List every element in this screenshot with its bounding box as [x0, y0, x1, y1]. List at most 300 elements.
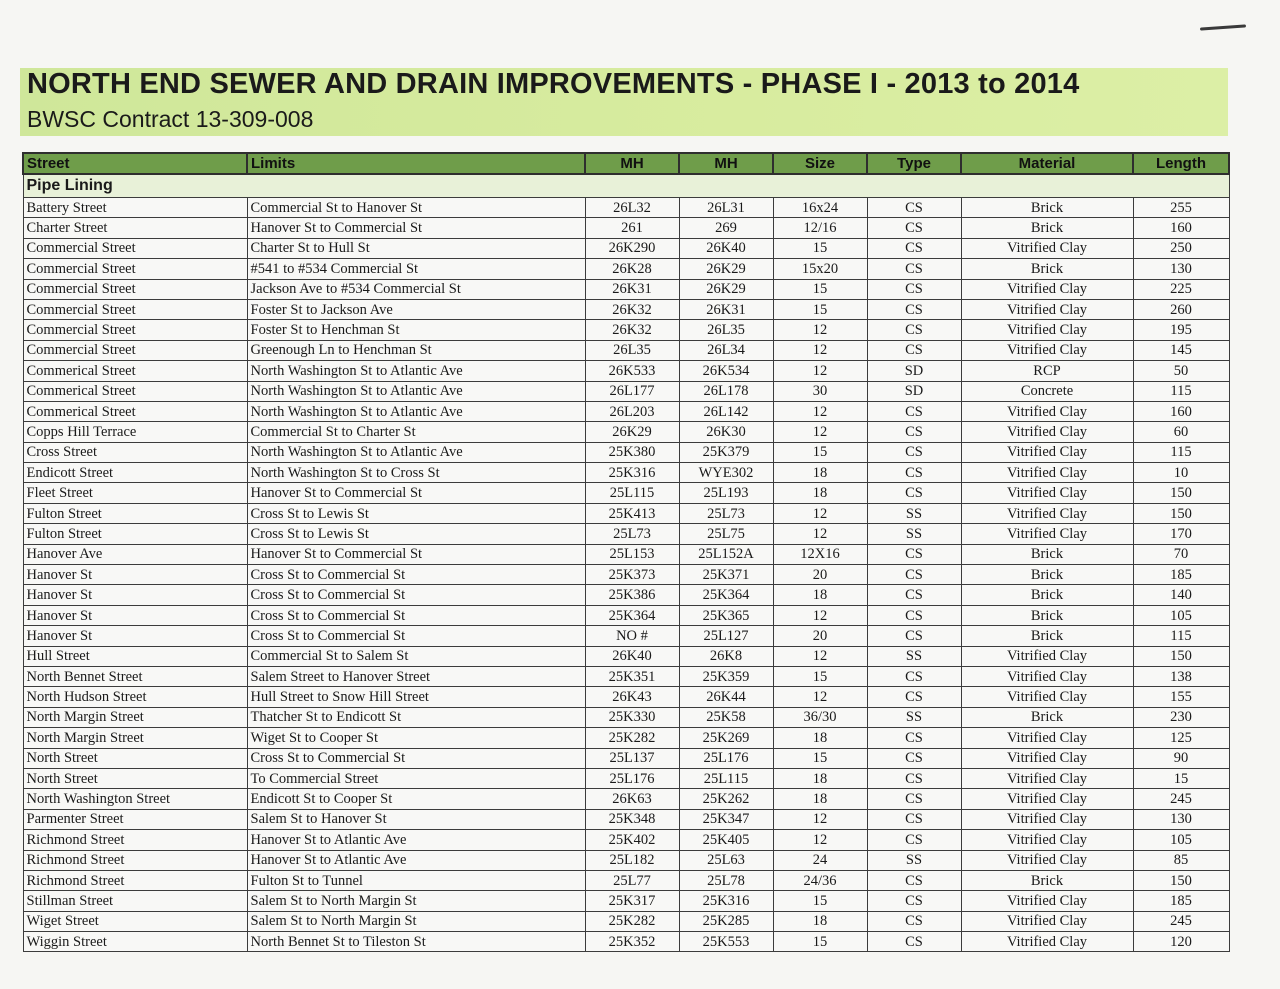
cell-mh-end: 25K405 [679, 830, 773, 850]
cell-length: 160 [1133, 401, 1229, 421]
cell-street: North Washington Street [23, 789, 247, 809]
cell-size: 12 [773, 340, 867, 360]
cell-mh-start: 25K352 [585, 932, 679, 952]
cell-size: 12 [773, 524, 867, 544]
cell-type: CS [867, 830, 961, 850]
cell-street: Battery Street [23, 198, 247, 218]
cell-street: Richmond Street [23, 830, 247, 850]
cell-material: Vitrified Clay [961, 299, 1133, 319]
cell-mh-start: 25K282 [585, 911, 679, 931]
column-header-street: Street [23, 153, 247, 174]
table-row [23, 299, 1229, 319]
column-header-mh-start: MH [585, 153, 679, 174]
cell-material: Vitrified Clay [961, 666, 1133, 686]
cell-type: CS [867, 911, 961, 931]
cell-mh-end: 26K534 [679, 361, 773, 381]
cell-length: 150 [1133, 870, 1229, 890]
cell-length: 140 [1133, 585, 1229, 605]
cell-mh-start: 25K364 [585, 605, 679, 625]
cell-limits: Fulton St to Tunnel [247, 870, 585, 890]
cell-street: Commerical Street [23, 401, 247, 421]
cell-type: CS [867, 218, 961, 238]
cell-mh-end: 25L176 [679, 748, 773, 768]
cell-material: Brick [961, 870, 1133, 890]
cell-material: Brick [961, 544, 1133, 564]
section-row [23, 174, 1229, 198]
cell-street: Fulton Street [23, 503, 247, 523]
cell-mh-start: 261 [585, 218, 679, 238]
cell-type: CS [867, 789, 961, 809]
cell-type: CS [867, 279, 961, 299]
cell-material: Concrete [961, 381, 1133, 401]
cell-limits: Commercial St to Charter St [247, 422, 585, 442]
cell-mh-start: 25K317 [585, 891, 679, 911]
table-row [23, 340, 1229, 360]
cell-street: North Margin Street [23, 707, 247, 727]
cell-limits: Hanover St to Commercial St [247, 218, 585, 238]
cell-limits: Hanover St to Atlantic Ave [247, 830, 585, 850]
cell-type: CS [867, 259, 961, 279]
cell-size: 15 [773, 666, 867, 686]
table-row [23, 891, 1229, 911]
cell-mh-end: 25K347 [679, 809, 773, 829]
cell-type: SD [867, 381, 961, 401]
cell-size: 12 [773, 687, 867, 707]
table-row [23, 707, 1229, 727]
cell-length: 60 [1133, 422, 1229, 442]
cell-material: Vitrified Clay [961, 748, 1133, 768]
cell-mh-start: 26L32 [585, 198, 679, 218]
cell-mh-start: 25K373 [585, 565, 679, 585]
cell-material: Brick [961, 198, 1133, 218]
cell-mh-end: 26K44 [679, 687, 773, 707]
table-row [23, 259, 1229, 279]
cell-type: CS [867, 340, 961, 360]
cell-limits: To Commercial Street [247, 768, 585, 788]
cell-size: 20 [773, 626, 867, 646]
cell-material: Vitrified Clay [961, 768, 1133, 788]
cell-size: 15 [773, 932, 867, 952]
cell-length: 85 [1133, 850, 1229, 870]
cell-mh-end: 25L63 [679, 850, 773, 870]
cell-limits: Greenough Ln to Henchman St [247, 340, 585, 360]
cell-mh-start: 25K348 [585, 809, 679, 829]
cell-limits: Commercial St to Hanover St [247, 198, 585, 218]
cell-mh-end: 26K29 [679, 259, 773, 279]
cell-mh-start: 25K386 [585, 585, 679, 605]
cell-type: CS [867, 483, 961, 503]
cell-material: Vitrified Clay [961, 401, 1133, 421]
cell-street: Hanover St [23, 565, 247, 585]
cell-limits: Cross St to Lewis St [247, 503, 585, 523]
cell-length: 130 [1133, 259, 1229, 279]
cell-mh-start: 25K316 [585, 463, 679, 483]
cell-material: Vitrified Clay [961, 850, 1133, 870]
table-row [23, 646, 1229, 666]
cell-type: CS [867, 687, 961, 707]
cell-street: Commercial Street [23, 279, 247, 299]
cell-street: Richmond Street [23, 850, 247, 870]
cell-mh-start: 25K402 [585, 830, 679, 850]
cell-mh-start: 25L115 [585, 483, 679, 503]
table-row [23, 401, 1229, 421]
cell-material: Brick [961, 626, 1133, 646]
cell-limits: Foster St to Henchman St [247, 320, 585, 340]
cell-size: 20 [773, 565, 867, 585]
cell-street: Commerical Street [23, 361, 247, 381]
cell-limits: Salem Street to Hanover Street [247, 666, 585, 686]
cell-street: Wiggin Street [23, 932, 247, 952]
table-row [23, 585, 1229, 605]
cell-street: Commercial Street [23, 238, 247, 258]
table-body [23, 174, 1229, 952]
cell-limits: North Washington St to Cross St [247, 463, 585, 483]
cell-type: CS [867, 748, 961, 768]
cell-type: CS [867, 626, 961, 646]
cell-type: SS [867, 850, 961, 870]
cell-length: 150 [1133, 483, 1229, 503]
cell-mh-start: 26L35 [585, 340, 679, 360]
cell-street: Parmenter Street [23, 809, 247, 829]
cell-limits: Cross St to Commercial St [247, 748, 585, 768]
cell-type: CS [867, 891, 961, 911]
cell-limits: #541 to #534 Commercial St [247, 259, 585, 279]
cell-mh-start: 26K32 [585, 320, 679, 340]
cell-limits: Hanover St to Commercial St [247, 544, 585, 564]
cell-street: Stillman Street [23, 891, 247, 911]
cell-limits: Foster St to Jackson Ave [247, 299, 585, 319]
cell-mh-end: 25K316 [679, 891, 773, 911]
table-row [23, 524, 1229, 544]
cell-length: 130 [1133, 809, 1229, 829]
cell-length: 50 [1133, 361, 1229, 381]
cell-size: 12 [773, 646, 867, 666]
cell-length: 170 [1133, 524, 1229, 544]
cell-street: Commercial Street [23, 320, 247, 340]
cell-mh-end: 25K364 [679, 585, 773, 605]
cell-type: CS [867, 401, 961, 421]
table-row [23, 870, 1229, 890]
cell-material: Vitrified Clay [961, 911, 1133, 931]
cell-type: CS [867, 320, 961, 340]
cell-material: Vitrified Clay [961, 891, 1133, 911]
cell-size: 12 [773, 830, 867, 850]
cell-limits: Salem St to North Margin St [247, 911, 585, 931]
cell-mh-start: 25K413 [585, 503, 679, 523]
cell-length: 250 [1133, 238, 1229, 258]
column-header-material: Material [961, 153, 1133, 174]
cell-length: 90 [1133, 748, 1229, 768]
cell-type: SS [867, 503, 961, 523]
cell-size: 12 [773, 809, 867, 829]
table-row [23, 238, 1229, 258]
cell-mh-end: 25K371 [679, 565, 773, 585]
cell-size: 18 [773, 728, 867, 748]
cell-length: 185 [1133, 891, 1229, 911]
cell-street: Wiget Street [23, 911, 247, 931]
cell-size: 12 [773, 361, 867, 381]
column-header-length: Length [1133, 153, 1229, 174]
cell-material: Vitrified Clay [961, 422, 1133, 442]
cell-material: RCP [961, 361, 1133, 381]
cell-length: 155 [1133, 687, 1229, 707]
cell-size: 15 [773, 279, 867, 299]
cell-type: CS [867, 768, 961, 788]
cell-material: Vitrified Clay [961, 238, 1133, 258]
cell-mh-end: 25L73 [679, 503, 773, 523]
pen-mark [1200, 24, 1246, 30]
cell-type: CS [867, 666, 961, 686]
cell-size: 18 [773, 463, 867, 483]
cell-type: CS [867, 238, 961, 258]
cell-type: CS [867, 870, 961, 890]
cell-size: 12/16 [773, 218, 867, 238]
cell-mh-end: 26L35 [679, 320, 773, 340]
cell-size: 15x20 [773, 259, 867, 279]
table-row [23, 932, 1229, 952]
cell-mh-start: 26K290 [585, 238, 679, 258]
cell-size: 12 [773, 422, 867, 442]
cell-length: 255 [1133, 198, 1229, 218]
cell-limits: Jackson Ave to #534 Commercial St [247, 279, 585, 299]
table-row [23, 422, 1229, 442]
table-row [23, 361, 1229, 381]
cell-street: Richmond Street [23, 870, 247, 890]
cell-mh-end: 25K285 [679, 911, 773, 931]
cell-length: 150 [1133, 503, 1229, 523]
cell-limits: North Washington St to Atlantic Ave [247, 381, 585, 401]
cell-mh-start: 26L177 [585, 381, 679, 401]
cell-mh-end: 26L142 [679, 401, 773, 421]
cell-size: 24 [773, 850, 867, 870]
cell-mh-start: 25L137 [585, 748, 679, 768]
cell-mh-end: WYE302 [679, 463, 773, 483]
cell-size: 15 [773, 238, 867, 258]
cell-mh-end: 26K30 [679, 422, 773, 442]
cell-mh-end: 26K40 [679, 238, 773, 258]
cell-limits: Thatcher St to Endicott St [247, 707, 585, 727]
cell-material: Vitrified Clay [961, 728, 1133, 748]
cell-size: 36/30 [773, 707, 867, 727]
cell-limits: North Washington St to Atlantic Ave [247, 442, 585, 462]
cell-size: 12 [773, 320, 867, 340]
cell-mh-start: 25L176 [585, 768, 679, 788]
cell-length: 150 [1133, 646, 1229, 666]
table-row [23, 463, 1229, 483]
cell-mh-end: 25L152A [679, 544, 773, 564]
cell-limits: Cross St to Commercial St [247, 605, 585, 625]
cell-type: CS [867, 605, 961, 625]
cell-street: Hanover St [23, 605, 247, 625]
cell-size: 15 [773, 891, 867, 911]
cell-length: 125 [1133, 728, 1229, 748]
cell-size: 15 [773, 299, 867, 319]
cell-mh-start: 25K330 [585, 707, 679, 727]
cell-street: Hull Street [23, 646, 247, 666]
cell-mh-end: 25K365 [679, 605, 773, 625]
table-row [23, 666, 1229, 686]
table-row [23, 748, 1229, 768]
cell-mh-end: 25K269 [679, 728, 773, 748]
cell-material: Vitrified Clay [961, 789, 1133, 809]
cell-length: 120 [1133, 932, 1229, 952]
cell-length: 105 [1133, 830, 1229, 850]
cell-limits: Endicott St to Cooper St [247, 789, 585, 809]
cell-limits: Charter St to Hull St [247, 238, 585, 258]
cell-length: 260 [1133, 299, 1229, 319]
cell-size: 18 [773, 483, 867, 503]
cell-length: 245 [1133, 911, 1229, 931]
cell-length: 70 [1133, 544, 1229, 564]
cell-limits: Hull Street to Snow Hill Street [247, 687, 585, 707]
cell-length: 105 [1133, 605, 1229, 625]
cell-limits: Commercial St to Salem St [247, 646, 585, 666]
cell-material: Brick [961, 585, 1133, 605]
cell-size: 16x24 [773, 198, 867, 218]
cell-mh-start: NO # [585, 626, 679, 646]
cell-type: SS [867, 707, 961, 727]
cell-size: 12X16 [773, 544, 867, 564]
cell-type: SS [867, 646, 961, 666]
cell-type: CS [867, 544, 961, 564]
cell-size: 15 [773, 442, 867, 462]
cell-length: 230 [1133, 707, 1229, 727]
cell-material: Vitrified Clay [961, 830, 1133, 850]
table-row [23, 544, 1229, 564]
cell-mh-end: 25K379 [679, 442, 773, 462]
table-row [23, 626, 1229, 646]
cell-mh-end: 25K58 [679, 707, 773, 727]
cell-street: Hanover St [23, 585, 247, 605]
table-row [23, 483, 1229, 503]
cell-mh-start: 25L153 [585, 544, 679, 564]
cell-material: Vitrified Clay [961, 524, 1133, 544]
cell-length: 195 [1133, 320, 1229, 340]
cell-material: Brick [961, 218, 1133, 238]
table-row [23, 850, 1229, 870]
cell-street: North Hudson Street [23, 687, 247, 707]
cell-street: Endicott Street [23, 463, 247, 483]
table-row [23, 809, 1229, 829]
table-row [23, 218, 1229, 238]
cell-mh-end: 25L78 [679, 870, 773, 890]
cell-type: CS [867, 932, 961, 952]
cell-type: CS [867, 299, 961, 319]
cell-mh-end: 26L178 [679, 381, 773, 401]
cell-mh-start: 25K380 [585, 442, 679, 462]
cell-limits: North Washington St to Atlantic Ave [247, 361, 585, 381]
cell-mh-start: 25L182 [585, 850, 679, 870]
cell-limits: Wiget St to Cooper St [247, 728, 585, 748]
cell-mh-start: 26K28 [585, 259, 679, 279]
cell-street: North Margin Street [23, 728, 247, 748]
cell-mh-start: 25L77 [585, 870, 679, 890]
cell-street: Cross Street [23, 442, 247, 462]
cell-limits: Cross St to Commercial St [247, 585, 585, 605]
cell-size: 12 [773, 401, 867, 421]
cell-material: Brick [961, 259, 1133, 279]
cell-mh-end: 26L34 [679, 340, 773, 360]
cell-length: 185 [1133, 565, 1229, 585]
cell-mh-end: 25L127 [679, 626, 773, 646]
cell-type: CS [867, 422, 961, 442]
cell-street: Fulton Street [23, 524, 247, 544]
cell-street: Commercial Street [23, 299, 247, 319]
cell-mh-end: 269 [679, 218, 773, 238]
cell-type: SD [867, 361, 961, 381]
table-row [23, 789, 1229, 809]
cell-mh-end: 26K29 [679, 279, 773, 299]
table-row [23, 279, 1229, 299]
cell-limits: Cross St to Lewis St [247, 524, 585, 544]
cell-mh-end: 26K8 [679, 646, 773, 666]
cell-size: 12 [773, 605, 867, 625]
cell-street: Commercial Street [23, 259, 247, 279]
cell-material: Vitrified Clay [961, 687, 1133, 707]
cell-length: 145 [1133, 340, 1229, 360]
cell-length: 160 [1133, 218, 1229, 238]
cell-material: Brick [961, 565, 1133, 585]
table-row [23, 830, 1229, 850]
cell-mh-start: 26K32 [585, 299, 679, 319]
cell-mh-start: 26K29 [585, 422, 679, 442]
cell-length: 225 [1133, 279, 1229, 299]
cell-mh-start: 25K282 [585, 728, 679, 748]
cell-material: Vitrified Clay [961, 932, 1133, 952]
table-row [23, 565, 1229, 585]
cell-street: North Street [23, 748, 247, 768]
cell-type: CS [867, 463, 961, 483]
cell-mh-start: 25L73 [585, 524, 679, 544]
header-row [23, 153, 1229, 174]
cell-length: 245 [1133, 789, 1229, 809]
table-row [23, 442, 1229, 462]
cell-type: CS [867, 442, 961, 462]
cell-size: 24/36 [773, 870, 867, 890]
cell-material: Vitrified Clay [961, 320, 1133, 340]
pipe-table [22, 152, 1230, 952]
table-row [23, 728, 1229, 748]
table-row [23, 605, 1229, 625]
cell-mh-end: 26K31 [679, 299, 773, 319]
cell-material: Vitrified Clay [961, 340, 1133, 360]
table-row [23, 768, 1229, 788]
pipe-table-wrapper [22, 152, 1228, 952]
cell-type: CS [867, 198, 961, 218]
cell-street: Commerical Street [23, 381, 247, 401]
cell-mh-end: 25L193 [679, 483, 773, 503]
table-row [23, 687, 1229, 707]
table-row [23, 320, 1229, 340]
cell-mh-start: 26K31 [585, 279, 679, 299]
cell-material: Brick [961, 707, 1133, 727]
cell-mh-end: 26L31 [679, 198, 773, 218]
cell-mh-end: 25L75 [679, 524, 773, 544]
cell-street: Hanover St [23, 626, 247, 646]
cell-street: North Bennet Street [23, 666, 247, 686]
cell-limits: Cross St to Commercial St [247, 626, 585, 646]
cell-street: Copps Hill Terrace [23, 422, 247, 442]
cell-limits: North Bennet St to Tileston St [247, 932, 585, 952]
cell-size: 18 [773, 585, 867, 605]
cell-street: North Street [23, 768, 247, 788]
cell-mh-end: 25K262 [679, 789, 773, 809]
column-header-size: Size [773, 153, 867, 174]
cell-limits: Hanover St to Atlantic Ave [247, 850, 585, 870]
cell-mh-end: 25K359 [679, 666, 773, 686]
cell-size: 18 [773, 911, 867, 931]
cell-type: SS [867, 524, 961, 544]
